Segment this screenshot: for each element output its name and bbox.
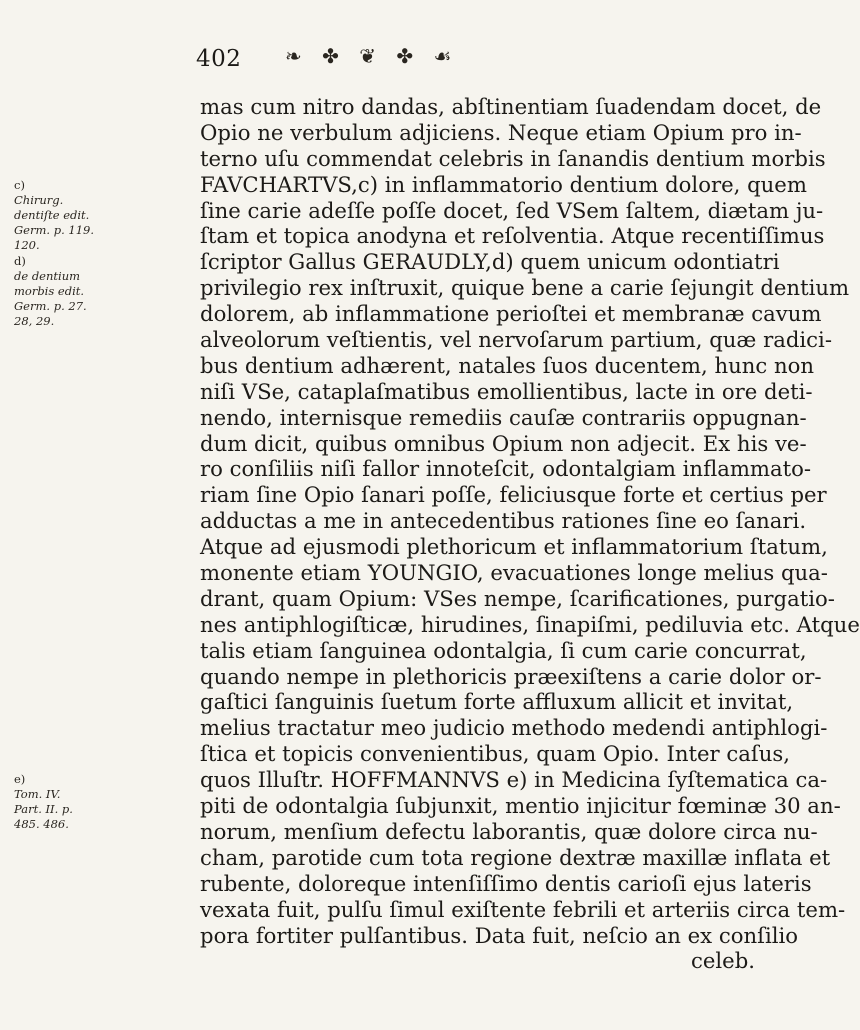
marginal-note-d bbox=[14, 254, 90, 329]
catchword: celeb. bbox=[690, 948, 755, 974]
text-line: talis etiam ſanguinea odontalgia, ſi cum carie concurrat, bbox=[200, 637, 807, 663]
note-line: 485. 486. bbox=[14, 817, 69, 831]
ornament-icon: ❧ ✤ ❦ ✤ ☙ bbox=[285, 44, 459, 68]
text-line: Atque ad ejusmodi plethoricum et inflammatorium ſtatum, bbox=[200, 534, 828, 560]
note-line: de dentium bbox=[14, 269, 81, 283]
text-line: cham, parotide cum tota regione dextræ maxillæ inflata et bbox=[200, 844, 831, 870]
text-line: nendo, internisque remediis cauſæ contrariis oppugnan- bbox=[200, 404, 807, 430]
text-line: piti de odontalgia ſubjunxit, mentio injicitur fœminæ 30 an- bbox=[200, 793, 841, 819]
text-line: bus dentium adhærent, natales ſuos ducentem, hunc non bbox=[200, 352, 815, 378]
text-line: ſcriptor Gallus GERAUDLY,d) quem unicum odontiatri bbox=[200, 249, 780, 275]
text-line: ſtica et topicis convenientibus, quam Opio. Inter caſus, bbox=[200, 741, 790, 767]
text-line: quando nempe in plethoricis præexiſtens a carie dolor or- bbox=[200, 663, 822, 689]
note-line: Chirurg. bbox=[14, 193, 64, 207]
text-line: ro conſiliis niſi fallor innoteſcit, odontalgiam inflammato- bbox=[200, 456, 812, 482]
text-line: vexata fuit, pulſu ſimul exiſtente febrili et arteriis circa tem- bbox=[200, 896, 846, 922]
text-line: adductas a me in antecedentibus rationes ſine eo ſanari. bbox=[200, 508, 807, 534]
page-header bbox=[0, 40, 800, 84]
text-line: norum, menſium defectu laborantis, quæ dolore circa nu- bbox=[200, 818, 818, 844]
text-line: quos Illuſtr. HOFFMANNVS e) in Medicina ſyſtematica ca- bbox=[200, 767, 828, 793]
note-line: 28, 29. bbox=[14, 314, 55, 328]
text-line: FAVCHARTVS,c) in inflammatorio dentium dolore, quem bbox=[200, 171, 807, 197]
text-line: ſine carie adeſſe poſſe docet, ſed VSem ſaltem, diætam ju- bbox=[200, 197, 824, 223]
page-number: 402 bbox=[196, 46, 242, 72]
note-line: dentiſte edit. bbox=[14, 208, 90, 222]
text-line: ſtam et topica anodyna et reſolventia. Atque recentiſſimus bbox=[200, 223, 825, 249]
note-line: 120. bbox=[14, 238, 40, 252]
text-line: nes antiphlogiſticæ, hirudines, ſinapiſmi, pediluvia etc. Atque bbox=[200, 611, 860, 637]
note-mark: e) bbox=[14, 772, 26, 786]
note-line: morbis edit. bbox=[14, 284, 85, 298]
note-line: Tom. IV. bbox=[14, 787, 61, 801]
text-line: drant, quam Opium: VSes nempe, ſcarificationes, purgatio- bbox=[200, 585, 835, 611]
main-text bbox=[200, 94, 860, 974]
text-line: gaſtici ſanguinis ſuetum forte affluxum allicit et invitat, bbox=[200, 689, 794, 715]
text-line: monente etiam YOUNGIO, evacuationes longe melius qua- bbox=[200, 560, 828, 586]
text-line: mas cum nitro dandas, abſtinentiam ſuadendam docet, de bbox=[200, 94, 822, 119]
marginal-note-e bbox=[14, 772, 90, 832]
text-line: dum dicit, quibus omnibus Opium non adjecit. Ex his ve- bbox=[200, 430, 807, 456]
text-line: rubente, doloreque intenſiſſimo dentis carioſi ejus lateris bbox=[200, 870, 812, 896]
text-line: terno uſu commendat celebris in ſanandis dentium morbis bbox=[200, 145, 826, 171]
text-line: privilegio rex inſtruxit, quique bene a carie ſejungit dentium bbox=[200, 275, 850, 301]
text-line: melius tractatur meo judicio methodo medendi antiphlogi- bbox=[200, 715, 828, 741]
note-line: Part. II. p. bbox=[14, 802, 73, 816]
text-line: pora fortiter pulſantibus. Data fuit, neſcio an ex conſilio bbox=[200, 922, 799, 948]
text-line: dolorem, ab inflammatione perioſtei et membranæ cavum bbox=[200, 301, 822, 327]
text-line: riam ſine Opio ſanari poſſe, feliciusque forte et certius per bbox=[200, 482, 827, 508]
note-mark: d) bbox=[14, 254, 26, 268]
text-line: Opio ne verbulum adjiciens. Neque etiam Opium pro in- bbox=[200, 119, 802, 145]
note-line: Germ. p. 27. bbox=[14, 299, 87, 313]
note-line: Germ. p. 119. bbox=[14, 223, 94, 237]
text-line: niſi VSe, cataplaſmatibus emollientibus, lacte in ore deti- bbox=[200, 378, 813, 404]
text-line: alveolorum veſtientis, vel nervoſarum partium, quæ radici- bbox=[200, 327, 832, 353]
marginal-note-c bbox=[14, 178, 94, 253]
note-mark: c) bbox=[14, 178, 25, 192]
